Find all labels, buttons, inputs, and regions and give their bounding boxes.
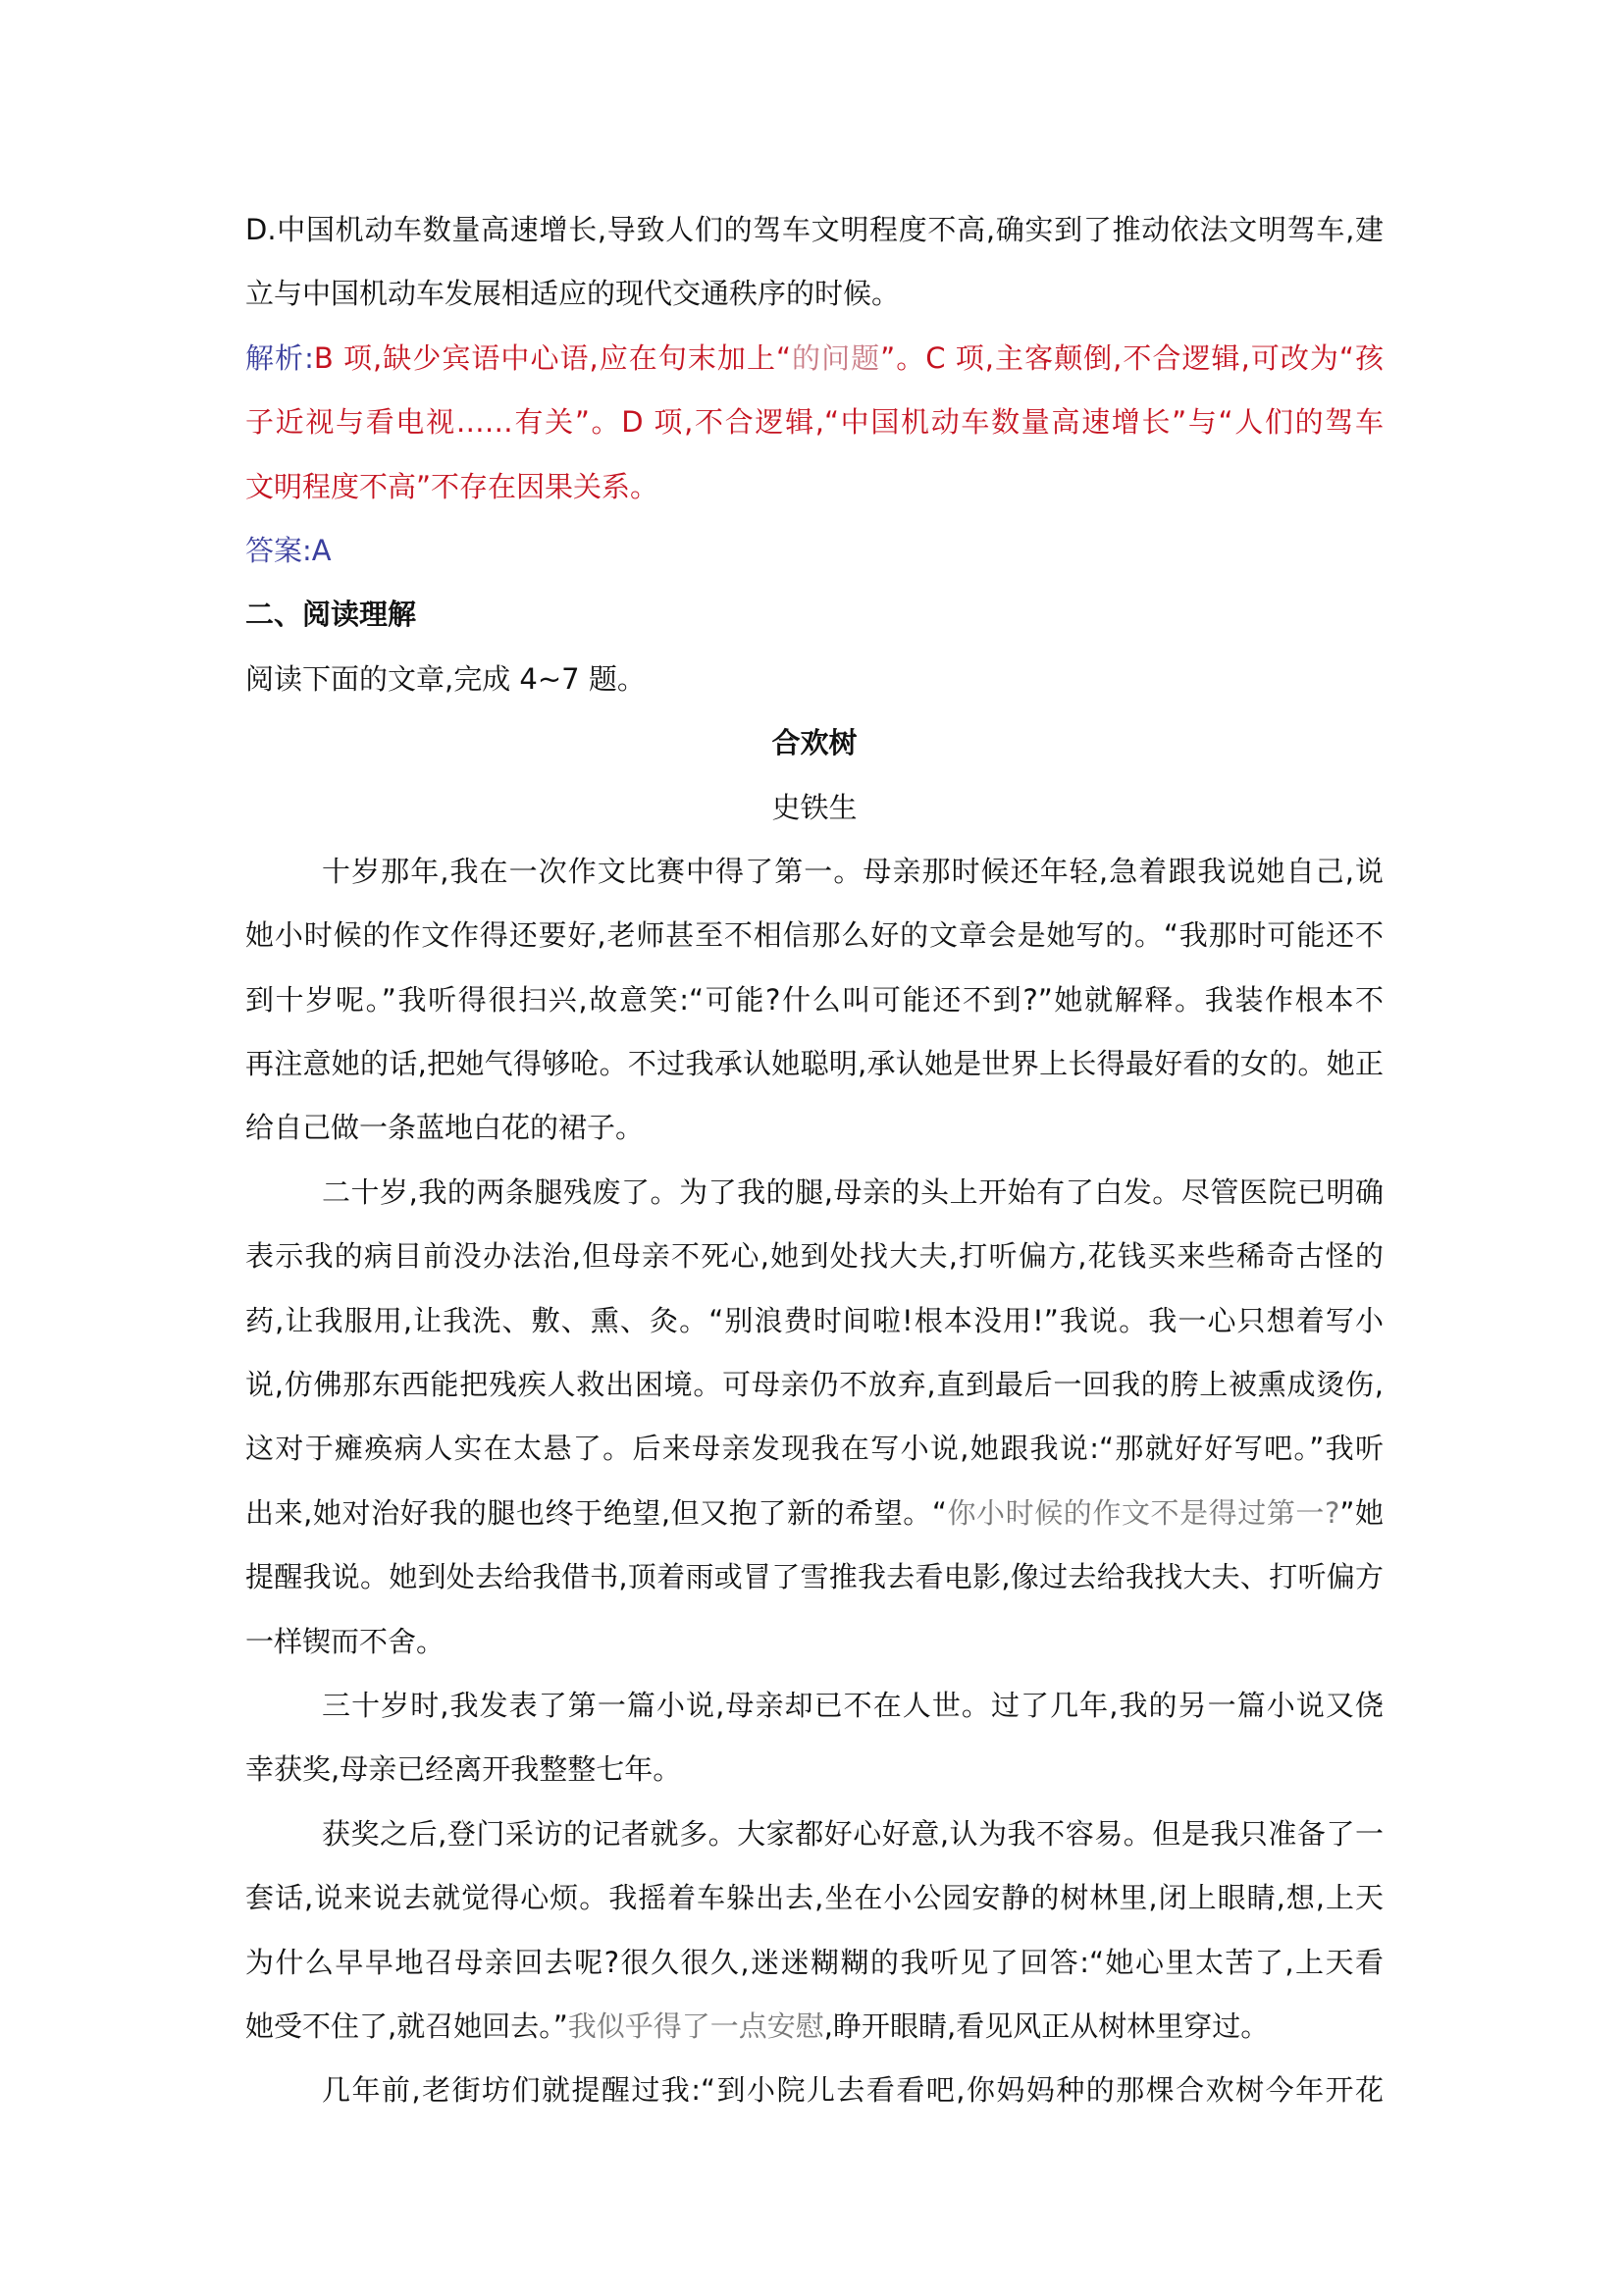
text-segment: 史铁生 bbox=[771, 790, 858, 824]
p1-line-2 bbox=[245, 904, 1384, 967]
text-segment: 的问题 bbox=[791, 340, 881, 375]
p2-line-1 bbox=[245, 1161, 1384, 1225]
text-segment: ”。C 项,主客颠倒,不合逻辑,可改为“孩 bbox=[880, 340, 1384, 375]
text-segment: 二、阅读理解 bbox=[245, 598, 417, 632]
text-segment: A bbox=[311, 533, 332, 567]
p2-line-6 bbox=[245, 1482, 1384, 1545]
p1-line-4 bbox=[245, 1032, 1384, 1096]
instruction-line bbox=[245, 648, 1384, 711]
text-segment: 提醒我说。她到处去给我借书,顶着雨或冒了雪推我去看电影,像过去给我找大夫、打听偏方 bbox=[245, 1560, 1384, 1594]
text-segment: ”她 bbox=[1339, 1495, 1384, 1530]
text-segment: 为什么早早地召母亲回去呢?很久很久,迷迷糊糊的我听见了回答:“她心里太苦了,上天看 bbox=[245, 1945, 1384, 1979]
text-segment: 你小时候的作文不是得过第一? bbox=[946, 1495, 1340, 1530]
p4-line-2 bbox=[245, 1866, 1384, 1930]
p1-line-3 bbox=[245, 968, 1384, 1032]
text-segment: 二十岁,我的两条腿残废了。为了我的腿,母亲的头上开始有了白发。尽管医院已明确 bbox=[322, 1174, 1384, 1209]
p2-line-3 bbox=[245, 1289, 1384, 1353]
text-segment: 解析: bbox=[245, 340, 314, 375]
text-segment: 子近视与看电视……有关”。D 项,不合逻辑,“中国机动车数量高速增长”与“人们的驾车 bbox=[245, 405, 1384, 440]
text-segment: 合欢树 bbox=[771, 726, 858, 760]
text-segment: 答案: bbox=[245, 533, 312, 567]
option-d-line-2 bbox=[245, 262, 1384, 326]
text-segment: 立与中国机动车发展相适应的现代交通秩序的时候。 bbox=[245, 277, 901, 311]
text-segment: B 项,缺少宾语中心语,应在句末加上“ bbox=[313, 340, 792, 375]
p4-line-3 bbox=[245, 1931, 1384, 1995]
text-segment: 出来,她对治好我的腿也终于绝望,但又抱了新的希望。“ bbox=[245, 1495, 947, 1530]
analysis-line-1 bbox=[245, 327, 1384, 391]
text-segment: 我似乎得了一点安慰 bbox=[567, 2009, 824, 2043]
option-d-line-1 bbox=[245, 198, 1384, 262]
p2-line-2 bbox=[245, 1225, 1384, 1288]
p3-line-2 bbox=[245, 1738, 1384, 1801]
analysis-line-2 bbox=[245, 391, 1384, 454]
text-segment: 说,仿佛那东西能把残疾人救出困境。可母亲仍不放弃,直到最后一回我的胯上被熏成烫伤, bbox=[245, 1368, 1384, 1402]
p5-line-1 bbox=[245, 2059, 1384, 2122]
p1-line-5 bbox=[245, 1096, 1384, 1160]
text-segment: 到十岁呢。”我听得很扫兴,故意笑:“可能?什么叫可能还不到?”她就解释。我装作根本不 bbox=[245, 982, 1384, 1017]
answer-line bbox=[245, 519, 1384, 583]
text-segment: 几年前,老街坊们就提醒过我:“到小院儿去看看吧,你妈妈种的那棵合欢树今年开花 bbox=[322, 2073, 1384, 2108]
text-segment: 给自己做一条蓝地白花的裙子。 bbox=[245, 1111, 645, 1145]
p2-line-7 bbox=[245, 1545, 1384, 1609]
p2-line-4 bbox=[245, 1353, 1384, 1417]
text-segment: 再注意她的话,把她气得够呛。不过我承认她聪明,承认她是世界上长得最好看的女的。她正 bbox=[245, 1047, 1384, 1081]
p4-line-4 bbox=[245, 1995, 1384, 2059]
analysis-line-3 bbox=[245, 455, 1384, 519]
text-segment: 获奖之后,登门采访的记者就多。大家都好心好意,认为我不容易。但是我只准备了一 bbox=[322, 1816, 1384, 1851]
text-segment: 这对于瘫痪病人实在太悬了。后来母亲发现我在写小说,她跟我说:“那就好好写吧。”我听 bbox=[245, 1432, 1384, 1466]
p1-line-1 bbox=[245, 840, 1384, 904]
text-segment: 她小时候的作文作得还要好,老师甚至不相信那么好的文章会是她写的。“我那时可能还不 bbox=[245, 918, 1384, 953]
text-segment: 套话,说来说去就觉得心烦。我摇着车躲出去,坐在小公园安静的树林里,闭上眼睛,想,上天 bbox=[245, 1881, 1384, 1915]
p2-line-5 bbox=[245, 1417, 1384, 1481]
section-heading bbox=[245, 583, 1384, 647]
article-title bbox=[245, 711, 1384, 775]
text-segment: 阅读下面的文章,完成 4~7 题。 bbox=[245, 661, 646, 696]
text-segment: 文明程度不高”不存在因果关系。 bbox=[245, 469, 659, 503]
text-segment: ,睁开眼睛,看见风正从树林里穿过。 bbox=[823, 2009, 1270, 2043]
text-segment: D.中国机动车数量高速增长,导致人们的驾车文明程度不高,确实到了推动依法文明驾车,建 bbox=[245, 213, 1384, 246]
p3-line-1 bbox=[245, 1674, 1384, 1738]
text-segment: 她受不住了,就召她回去。” bbox=[245, 2009, 568, 2043]
article-author bbox=[245, 776, 1384, 840]
text-segment: 表示我的病目前没办法治,但母亲不死心,她到处找大夫,打听偏方,花钱买来些稀奇古怪的 bbox=[245, 1239, 1384, 1274]
document-page bbox=[245, 198, 1384, 2123]
text-segment: 三十岁时,我发表了第一篇小说,母亲却已不在人世。过了几年,我的另一篇小说又侥 bbox=[322, 1688, 1384, 1722]
p4-line-1 bbox=[245, 1802, 1384, 1866]
text-segment: 十岁那年,我在一次作文比赛中得了第一。母亲那时候还年轻,急着跟我说她自己,说 bbox=[322, 854, 1384, 888]
text-segment: 一样锲而不舍。 bbox=[245, 1624, 445, 1658]
text-segment: 幸获奖,母亲已经离开我整整七年。 bbox=[245, 1752, 682, 1787]
p2-line-8 bbox=[245, 1610, 1384, 1674]
text-segment: 药,让我服用,让我洗、敷、熏、灸。“别浪费时间啦!根本没用!”我说。我一心只想着写小 bbox=[245, 1303, 1384, 1337]
